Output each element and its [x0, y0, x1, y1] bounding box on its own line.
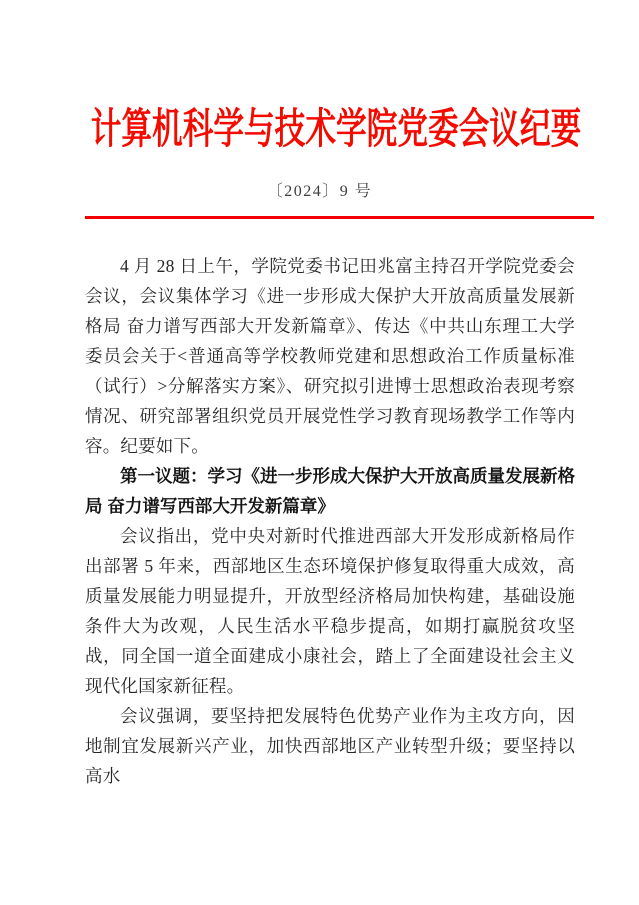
- paragraph-meeting-pointed-out: 会议指出，党中央对新时代推进西部大开发形成新格局作出部署 5 年来，西部地区生态环境保护修复取得重大成效，高质量发展能力明显提升，开放型经济格局加快构建，基础设施条件大为改观，人民生活水平稳步提高，如期打赢脱贫攻坚战，同全国一道全面建成小康社会，踏上了全面建设社会主义现代化国家新征程。: [85, 526, 575, 697]
- document-number: 〔2024〕9 号: [266, 183, 373, 201]
- paragraph-meeting-emphasized: 会议强调，要坚持把发展特色优势产业作为主攻方向，因地制宜发展新兴产业，加快西部地区产业转型升级；要坚持以高水: [85, 706, 575, 787]
- document-body: [85, 251, 575, 791]
- document-title: 计算机科学与技术学院党委会议纪要: [90, 107, 582, 153]
- red-divider-line: [85, 216, 594, 219]
- paragraph-opening: 4 月 28 日上午，学院党委书记田兆富主持召开学院党委会会议，会议集体学习《进一步形成大保护大开放高质量发展新格局 奋力谱写西部大开发新篇章》、传达《中共山东理工大学委员会关于<普通高等学校教师党建和思想政治工作质量标准（试行）>分解落实方案》、研究拟引进博士思想政治表现考察情况、研究部署组织党员开展党性学习教育现场教学工作等内容。纪要如下。: [85, 256, 575, 457]
- topic-1-heading: 第一议题：学习《进一步形成大保护大开放高质量发展新格局 奋力谱写西部大开发新篇章》: [85, 466, 575, 517]
- document-header: [0, 0, 639, 219]
